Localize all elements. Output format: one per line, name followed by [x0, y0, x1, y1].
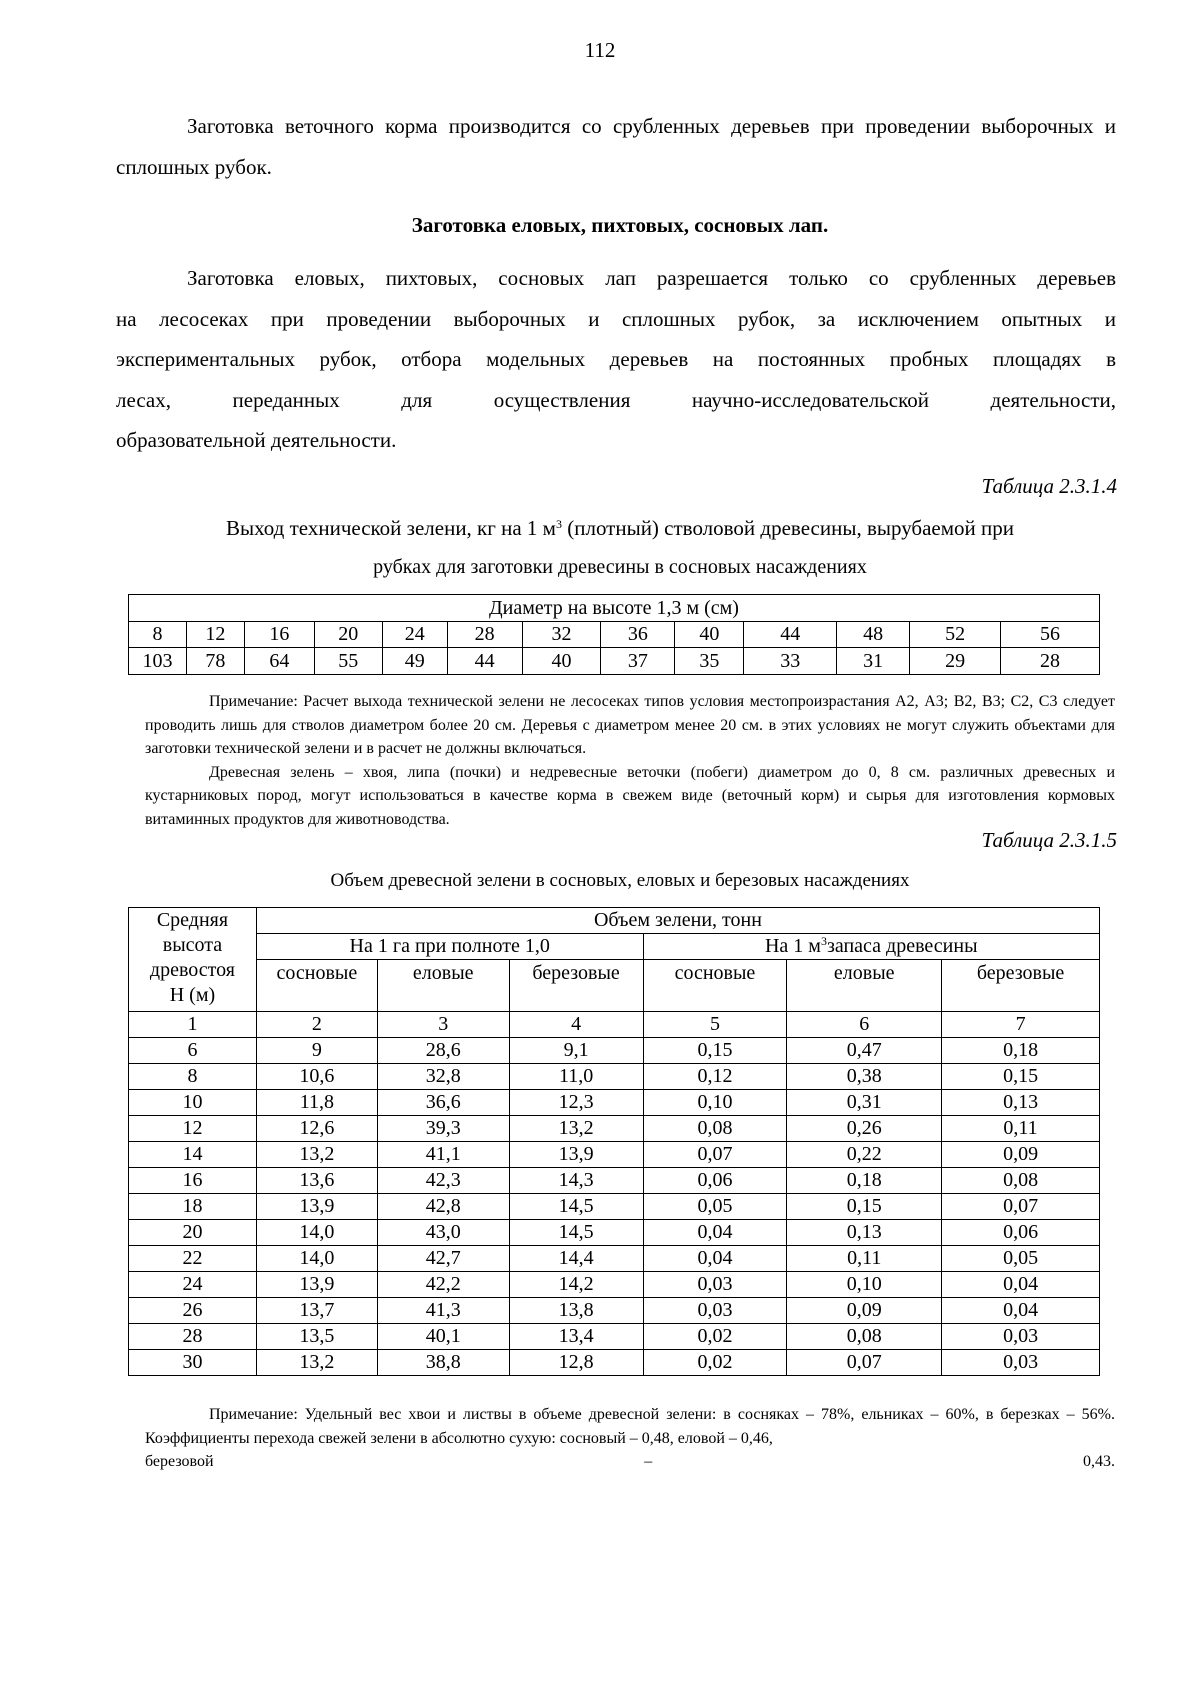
table2-label: Таблица 2.3.1.5 — [981, 828, 1117, 852]
value-cell: 0,12 — [643, 1064, 787, 1090]
table1-caption-line2: рубках для заготовки древесины в сосновых насаждениях — [373, 556, 867, 578]
output-cell: 28 — [1001, 648, 1100, 675]
table1-label: Таблица 2.3.1.4 — [981, 474, 1117, 498]
value-cell: 0,15 — [643, 1038, 787, 1064]
value-cell: 0,15 — [787, 1194, 942, 1220]
value-cell: 13,2 — [509, 1116, 643, 1142]
value-cell: 14,5 — [509, 1194, 643, 1220]
value-cell: 0,31 — [787, 1090, 942, 1116]
value-cell: 0,08 — [787, 1324, 942, 1350]
column-number: 1 — [129, 1012, 257, 1038]
table-row — [129, 1220, 1100, 1246]
table1-caption-line1: Выход технической зелени, кг на 1 $м^3$ (плотный) стволовой древесины, вырубаемой при — [225, 516, 1015, 540]
value-cell: 41,1 — [377, 1142, 509, 1168]
value-cell: 14,4 — [509, 1246, 643, 1272]
diameter-cell: 16 — [244, 622, 314, 648]
value-cell: 0,47 — [787, 1038, 942, 1064]
value-cell: 0,11 — [942, 1116, 1100, 1142]
value-cell: 0,10 — [787, 1272, 942, 1298]
height-cell: 22 — [129, 1246, 257, 1272]
column-number: 7 — [942, 1012, 1100, 1038]
value-cell: 32,8 — [377, 1064, 509, 1090]
output-cell: 49 — [382, 648, 447, 675]
table-row — [129, 1194, 1100, 1220]
table1-diameter-row — [129, 622, 1100, 648]
table-row — [129, 1116, 1100, 1142]
value-cell: 0,07 — [787, 1350, 942, 1376]
output-cell: 55 — [314, 648, 382, 675]
table-row — [129, 1350, 1100, 1376]
intro-paragraph: Заготовка веточного корма производится со срубленных деревьев при проведении выборочных и сплошных рубок. — [116, 114, 1116, 179]
column-number: 4 — [509, 1012, 643, 1038]
value-cell: 13,2 — [256, 1350, 377, 1376]
height-cell: 26 — [129, 1298, 257, 1324]
species-header-row — [129, 960, 1100, 1012]
value-cell: 0,03 — [643, 1298, 787, 1324]
value-cell: 0,38 — [787, 1064, 942, 1090]
diameter-cell: 28 — [447, 622, 522, 648]
value-cell: 0,22 — [787, 1142, 942, 1168]
note-paragraph: Примечание: Удельный вес хвои и листвы в объеме древесной зелени: в сосняках – 78%, ельниках – 60%, в березках – 56%. Коэффициенты перехода свежей зелени в абсолютно сухую: сосновый – 0,48, еловой – 0,46, — [145, 1406, 1115, 1447]
output-cell: 31 — [837, 648, 910, 675]
value-cell: 39,3 — [377, 1116, 509, 1142]
diameter-cell: 48 — [837, 622, 910, 648]
diameter-cell: 20 — [314, 622, 382, 648]
value-cell: 13,2 — [256, 1142, 377, 1168]
paragraph-line: образовательной деятельности. — [116, 428, 397, 452]
value-cell: 28,6 — [377, 1038, 509, 1064]
value-cell: 14,0 — [256, 1246, 377, 1272]
height-cell: 24 — [129, 1272, 257, 1298]
section-paragraph — [116, 258, 1116, 461]
value-cell: 0,03 — [942, 1350, 1100, 1376]
value-cell: 0,06 — [643, 1168, 787, 1194]
species-header: березовые — [509, 960, 643, 1012]
diameter-cell: 44 — [744, 622, 837, 648]
page-number: 112 — [584, 38, 616, 62]
output-cell: 33 — [744, 648, 837, 675]
value-cell: 0,13 — [787, 1220, 942, 1246]
diameter-cell: 56 — [1001, 622, 1100, 648]
diameter-cell: 40 — [675, 622, 744, 648]
height-cell: 14 — [129, 1142, 257, 1168]
output-cell: 37 — [601, 648, 675, 675]
table-row — [129, 1064, 1100, 1090]
value-cell: 0,09 — [787, 1298, 942, 1324]
value-cell: 13,9 — [509, 1142, 643, 1168]
column-number: 5 — [643, 1012, 787, 1038]
note-last-line: березовой – 0,43. — [145, 1453, 1115, 1470]
section-heading: Заготовка еловых, пихтовых, сосновых лап. — [411, 213, 829, 237]
value-cell: 13,6 — [256, 1168, 377, 1194]
value-cell: 36,6 — [377, 1090, 509, 1116]
diameter-cell: 36 — [601, 622, 675, 648]
diameter-cell: 12 — [186, 622, 244, 648]
value-cell: 0,08 — [643, 1116, 787, 1142]
table-row — [129, 1272, 1100, 1298]
output-cell: 35 — [675, 648, 744, 675]
height-cell: 18 — [129, 1194, 257, 1220]
value-cell: 0,07 — [942, 1194, 1100, 1220]
value-cell: 14,0 — [256, 1220, 377, 1246]
diameter-cell: 24 — [382, 622, 447, 648]
value-cell: 0,15 — [942, 1064, 1100, 1090]
value-cell: 0,08 — [942, 1168, 1100, 1194]
value-cell: 14,2 — [509, 1272, 643, 1298]
paragraph-line: на лесосеках при проведении выборочных и сплошных рубок, за исключением опытных и — [116, 306, 1116, 331]
diameter-cell: 8 — [129, 622, 187, 648]
value-cell: 11,0 — [509, 1064, 643, 1090]
species-header: еловые — [787, 960, 942, 1012]
table-row — [129, 1298, 1100, 1324]
value-cell: 42,3 — [377, 1168, 509, 1194]
output-cell: 40 — [522, 648, 601, 675]
value-cell: 0,05 — [942, 1246, 1100, 1272]
height-cell: 20 — [129, 1220, 257, 1246]
per-hectare-header: На 1 га при полноте 1,0 — [256, 934, 643, 960]
table-row — [129, 1090, 1100, 1116]
species-header: сосновые — [256, 960, 377, 1012]
height-cell: 10 — [129, 1090, 257, 1116]
value-cell: 14,3 — [509, 1168, 643, 1194]
value-cell: 9 — [256, 1038, 377, 1064]
table-row — [129, 1142, 1100, 1168]
paragraph-line: лесах, переданных для осуществления научно-исследовательской деятельности, — [116, 387, 1116, 412]
value-cell: 0,03 — [942, 1324, 1100, 1350]
note-paragraph: Примечание: Расчет выхода технической зелени не лесосеках типов условия местопроизрастания А2, А3; В2, В3; С2, С3 следует проводить лишь для стволов диаметром более 20 см. Деревья с диаметром менее 20 см. в этих условиях не могут служить объектами для заготовки технической зелени и в расчет не должны включаться. — [145, 693, 1115, 757]
height-cell: 12 — [129, 1116, 257, 1142]
output-cell: 64 — [244, 648, 314, 675]
species-header: еловые — [377, 960, 509, 1012]
value-cell: 42,2 — [377, 1272, 509, 1298]
table2-note — [145, 1403, 1115, 1474]
value-cell: 12,3 — [509, 1090, 643, 1116]
value-cell: 9,1 — [509, 1038, 643, 1064]
value-cell: 0,09 — [942, 1142, 1100, 1168]
column-number: 3 — [377, 1012, 509, 1038]
value-cell: 13,5 — [256, 1324, 377, 1350]
value-cell: 42,8 — [377, 1194, 509, 1220]
value-cell: 0,02 — [643, 1350, 787, 1376]
per-m3-header: На 1 $м^3запаса$ древесины — [643, 934, 1099, 960]
value-cell: 0,26 — [787, 1116, 942, 1142]
table2 — [128, 907, 1100, 1376]
value-cell: 14,5 — [509, 1220, 643, 1246]
diameter-cell: 32 — [522, 622, 601, 648]
value-cell: 12,6 — [256, 1116, 377, 1142]
output-cell: 44 — [447, 648, 522, 675]
value-cell: 0,05 — [643, 1194, 787, 1220]
species-header: сосновые — [643, 960, 787, 1012]
value-cell: 0,07 — [643, 1142, 787, 1168]
paragraph-line: экспериментальных рубок, отбора модельных деревьев на постоянных пробных площадях в — [116, 347, 1116, 371]
column-number: 2 — [256, 1012, 377, 1038]
height-cell: 16 — [129, 1168, 257, 1194]
value-cell: 0,03 — [643, 1272, 787, 1298]
value-cell: 0,06 — [942, 1220, 1100, 1246]
table-row — [129, 1168, 1100, 1194]
note-paragraph: Древесная зелень – хвоя, липа (почки) и недревесные веточки (побеги) диаметром до 0, 8 см. различных древесных и кустарниковых пород, могут использоваться в качестве корма в свежем виде (веточный корм) и сырья для изготовления кормовых витаминных продуктов для животноводства. — [145, 763, 1115, 828]
height-cell: 6 — [129, 1038, 257, 1064]
value-cell: 0,04 — [643, 1220, 787, 1246]
height-cell: 28 — [129, 1324, 257, 1350]
value-cell: 0,02 — [643, 1324, 787, 1350]
column-number: 6 — [787, 1012, 942, 1038]
value-cell: 13,4 — [509, 1324, 643, 1350]
species-header: березовые — [942, 960, 1100, 1012]
table1-note — [145, 690, 1115, 831]
output-cell: 29 — [910, 648, 1001, 675]
value-cell: 13,9 — [256, 1272, 377, 1298]
table1-output-row — [129, 648, 1100, 675]
output-cell: 78 — [186, 648, 244, 675]
value-cell: 0,04 — [942, 1298, 1100, 1324]
table1-header: Диаметр на высоте 1,3 м (см) — [129, 595, 1100, 622]
value-cell: 40,1 — [377, 1324, 509, 1350]
value-cell: 13,7 — [256, 1298, 377, 1324]
value-cell: 12,8 — [509, 1350, 643, 1376]
column-number-row — [129, 1012, 1100, 1038]
value-cell: 0,13 — [942, 1090, 1100, 1116]
table-row — [129, 1324, 1100, 1350]
diameter-cell: 52 — [910, 622, 1001, 648]
value-cell: 38,8 — [377, 1350, 509, 1376]
volume-group-header: Объем зелени, тонн — [256, 908, 1099, 934]
value-cell: 10,6 — [256, 1064, 377, 1090]
value-cell: 0,18 — [942, 1038, 1100, 1064]
output-cell: 103 — [129, 648, 187, 675]
value-cell: 42,7 — [377, 1246, 509, 1272]
value-cell: 0,04 — [942, 1272, 1100, 1298]
height-cell: 30 — [129, 1350, 257, 1376]
value-cell: 13,8 — [509, 1298, 643, 1324]
height-column-header: Средняя высота древостоя Н (м) — [129, 908, 257, 1012]
table1 — [128, 594, 1100, 675]
height-cell: 8 — [129, 1064, 257, 1090]
value-cell: 0,18 — [787, 1168, 942, 1194]
value-cell: 11,8 — [256, 1090, 377, 1116]
value-cell: 0,04 — [643, 1246, 787, 1272]
value-cell: 0,11 — [787, 1246, 942, 1272]
value-cell: 13,9 — [256, 1194, 377, 1220]
table-row — [129, 1038, 1100, 1064]
table-row — [129, 1246, 1100, 1272]
paragraph-line: Заготовка еловых, пихтовых, сосновых лап разрешается только со срубленных деревьев — [187, 266, 1116, 290]
value-cell: 41,3 — [377, 1298, 509, 1324]
value-cell: 43,0 — [377, 1220, 509, 1246]
table2-caption: Объем древесной зелени в сосновых, еловых и березовых насаждениях — [330, 870, 910, 891]
value-cell: 0,10 — [643, 1090, 787, 1116]
